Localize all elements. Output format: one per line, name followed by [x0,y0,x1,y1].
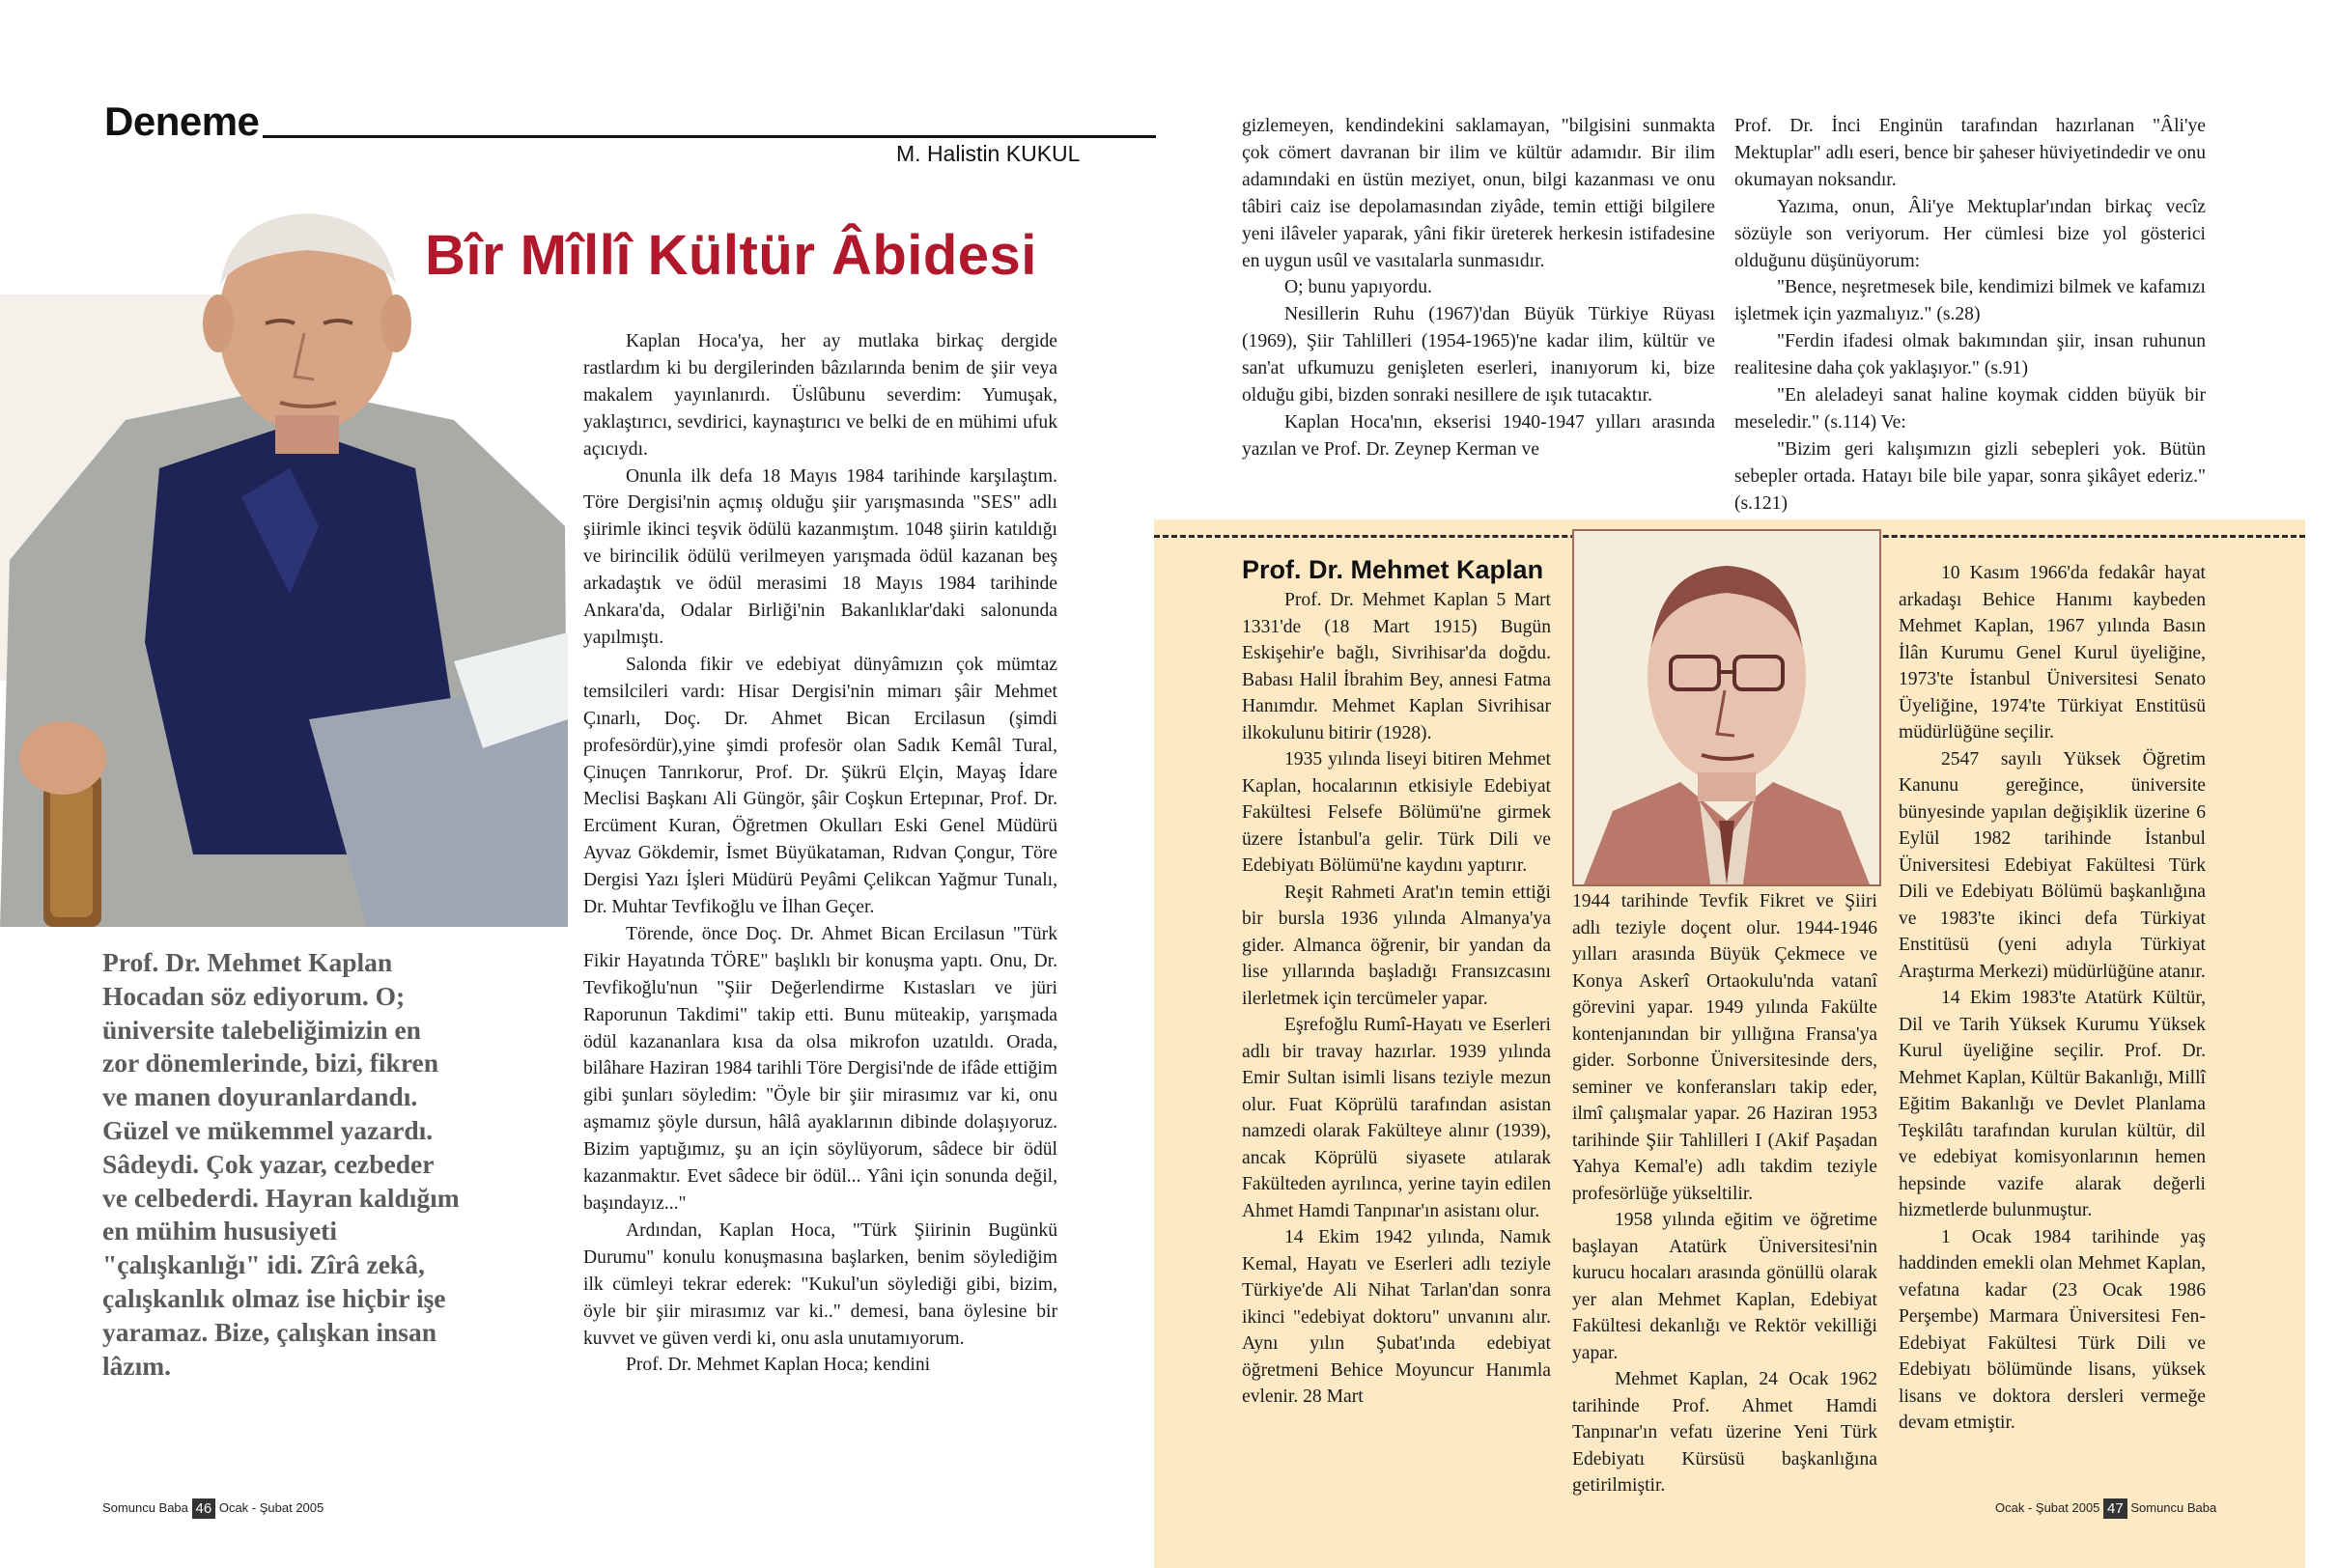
paragraph: 1 Ocak 1984 tarihinde yaş haddinden emekli olan Mehmet Kaplan, vefatına kadar (23 Ocak 1986 Perşembe) Marmara Üniversitesi Fen-Edebiyat Fakültesi Türk Dili ve Edebiyatı bölümünde lisans, yüksek lisans ve doktora dersleri vermeğe devam etmiştir. [1899,1226,2206,1433]
article-column-3 [1734,113,2206,518]
paragraph: Prof. Dr. Mehmet Kaplan 5 Mart 1331'de (18 Mart 1915) Bugün Eskişehir'e bağlı, Sivrihisar'da doğdu. Babası Halil İbrahim Bey, annesi Fatma Hanımdır. Mehmet Kaplan Sivrihisar ilkokulunu bitirir (1928). [1242,590,1551,743]
man-photo-illustration [0,179,568,927]
article-column-1 [583,328,1057,1379]
footer-magazine: Somuncu Baba [102,1499,188,1515]
paragraph: "Bence, neşretmesek bile, kendimizi bilmek ve kafamızı işletmek için yazmalıyız." (s.28) [1734,277,2206,325]
bio-column-3 [1899,560,2206,1437]
footer-left [102,1498,324,1519]
paragraph: Ardından, Kaplan Hoca, "Türk Şiirinin Bugünkü Durumu" konulu konuşmasına başlarken, benim söylediğim ilk cümleyi tekrar ederek: "Kukul'un söylediği gibi, bizim, öyle bir şiir mirasımız var ki.." demesi, bana öylesine bir kuvvet ve güven verdi ki, onu asla unutamıyorum. [583,1219,1057,1349]
page-number: 46 [192,1498,216,1519]
paragraph: Yazıma, onun, Âli'ye Mektuplar'ından birkaç vecîz sözüyle son veriyorum. Her cümlesi bize yol gösterici olduğunu düşünüyorum: [1734,196,2206,271]
author-name: M. Halistin KUKUL [896,141,1081,166]
article-column-2 [1242,113,1715,463]
paragraph: Kaplan Hoca'ya, her ay mutlaka birkaç dergide rastlardım ki bu dergilerinden bâzılarında benim de şiir veya makalem yayınlanırdı. Üslûbunu severdim: Yumuşak, yaklaştırıcı, sevdirici, kaynaştırıcı ve belki de en mühimi ufuk açıcıydı. [583,331,1057,460]
paragraph: Onunla ilk defa 18 Mayıs 1984 tarihinde karşılaştım. Töre Dergisi'nin açmış olduğu şiir yarışmasında "SES" adlı şiirimle ikinci teşvik ödülü kazanmıştım. 1048 şiirin katıldığı ve birincilik ödülü verilmeyen yarışmada ödül kazanan beş arkadaştık ve ödül merasimi 18 Mayıs 1984 tarihinde Ankara'da, Odalar Birliği'nin Bakanlıklar'daki salonunda yapılmıştı. [583,465,1057,648]
paragraph: Mehmet Kaplan, 24 Ocak 1962 tarihinde Prof. Ahmet Hamdi Tanpınar'ın vefatı üzerine Yeni Türk Edebiyatı Kürsüsü başkanlığına getirilmiştir. [1572,1369,1877,1496]
portrait-drawing [1572,529,1881,886]
footer-magazine: Somuncu Baba [2130,1499,2217,1515]
paragraph: Kaplan Hoca'nın, ekserisi 1940-1947 yılları arasında yazılan ve Prof. Dr. Zeynep Kerman ve [1242,411,1715,460]
paragraph: 1944 tarihinde Tevfik Fikret ve Şiiri adlı teziyle doçent olur. 1944-1946 yılları arasında Büyük Çekmece ve Konya Askerî Ortaokulu'nda vatanî görevini yapar. 1949 yılında Fakülte kontenjanından bir yıllığına Fransa'ya gider. Sorbonne Üniversitesinde ders, seminer ve konferansları takip eder, ilmî çalışmalar yapar. 26 Haziran 1953 tarihinde Şiir Tahlilleri I (Akif Paşadan Yahya Kemal'e) adlı takdim teziyle profesörlüğe yükseltilir. [1572,891,1877,1204]
paragraph: "Bizim geri kalışımızın gizli sebepleri yok. Bütün sebepler ortada. Hatayı bile bile yapar, sonra şikâyet ederiz." (s.121) [1734,438,2206,514]
paragraph: Törende, önce Doç. Dr. Ahmet Bican Ercilasun "Türk Fikir Hayatında TÖRE" başlıklı bir konuşma yaptı. Onu, Dr. Tevfikoğlu'nun "Şiir Değerlendirme Kıstasları ve jüri Raporunun Takdimi" takip etti. Bunu müteakip, yarışmada ödül kazananlara kısa da olsa mikrofon uzatıldı. Orada, bilâhare Haziran 1984 tarihli Töre Dergisi'nde de ifâde ettiğim gibi şunları söyledim: "Öyle bir şiir mirasımız var ki, onu aşmamız şöyle dursun, hâlâ ayaklarının dibinde dolaşıyoruz. Bizim yaptığımız, şu an için söylüyorum, sâdece bir ödül kazanmaktır. Evet sâdece bir ödül... Yâni için sonunda değil, başındayız..." [583,923,1057,1214]
author-photo [0,179,568,927]
section-label: Deneme [104,98,260,144]
paragraph: 10 Kasım 1966'da fedakâr hayat arkadaşı Behice Hanımı kaybeden Mehmet Kaplan, 1967 yılında Basın İlân Kurumu Genel Kurul üyeliğine, 1973'te İstanbul Üniversitesi Senato Üyeliğine, 1974'te Türkiyat Enstitüsü müdürlüğüne seçilir. [1899,563,2206,742]
footer-date: Ocak - Şubat 2005 [1995,1499,2100,1515]
footer-date: Ocak - Şubat 2005 [218,1499,324,1515]
pull-quote: Prof. Dr. Mehmet Kaplan Hocadan söz ediyorum. O; üniversite talebeliğimizin en zor dönemlerinde, bizi, fikren ve manen doyuranlardandı. Güzel ve mükemmel yazardı. Sâdeydi. Çok yazar, cezbeder ve celbederdi. Hayran kaldığım en mühim hususiyeti "çalışkanlığı" idi. Zîrâ zekâ, çalışkanlık olmaz ise hiçbir işe yaramaz. Bize, çalışkan insan lâzım. [102,947,460,1381]
page-number: 47 [2103,1498,2127,1519]
footer-right [1995,1498,2216,1519]
paragraph: 14 Ekim 1983'te Atatürk Kültür, Dil ve Tarih Yüksek Kurumu Yüksek Kurul üyeliğine seçilir. Prof. Dr. Mehmet Kaplan, Kültür Bakanlığı, Millî Eğitim Bakanlığı ve Devlet Planlama Teşkilâtı tarafından kurulan kültür, dil ve edebiyat komisyonlarının hemen hepsinde vazife alarak değerli hizmetlerde bulunmuştur. [1899,988,2206,1220]
paragraph: 14 Ekim 1942 yılında, Namık Kemal, Hayatı ve Eserleri adlı teziyle Türkiye'de Ali Nihat Tarlan'dan sonra ikinci "edebiyat doktoru" unvanını alır. Aynı yılın Şubat'ında edebiyat öğretmeni Behice Moyuncur Hanımla evlenir. 28 Mart [1242,1227,1551,1407]
paragraph: 1935 yılında liseyi bitiren Mehmet Kaplan, hocalarının etkisiyle Edebiyat Fakültesi Felsefe Bölümü'ne girmek üzere İstanbul'a gelir. Türk Dili ve Edebiyatı Bölümü'ne kaydını yaptırır. [1242,749,1551,876]
paragraph: "En aleladeyi sanat haline koymak cidden büyük bir meseledir." (s.114) Ve: [1734,385,2206,433]
article-title: Bîr Mîllî Kültür Âbidesi [425,224,1037,287]
paragraph: Salonda fikir ve edebiyat dünyâmızın çok mümtaz temsilcileri vardı: Hisar Dergisi'nin mimarı şâir Mehmet Çınarlı, Doç. Dr. Ahmet Bican Ercilasun (şimdi profesördür),yine şimdi profesör olan Sadık Kemâl Tural, Çinuçen Tanrıkorur, Prof. Dr. Şükrü Elçin, Mayaş İdare Meclisi Başkanı Ali Güngör, şâir Coşkun Ertepınar, Prof. Dr. Ercüment Kuran, Öğretmen Okulları Eski Genel Müdürü Ayvaz Gökdemir, İsmet Büyükataman, Rıdvan Çongur, Töre Dergisi Yazı İşleri Müdürü Peyâmi Çelikcan Yağmur Tunalı, Dr. Muhtar Tevfikoğlu ve İlhan Geçer. [583,654,1057,918]
paragraph: 2547 sayılı Yüksek Öğretim Kanunu gereğince, üniversite bünyesinde yapılan değişiklik üzerine 6 Eylül 1982 tarihinde İstanbul Üniversitesi Edebiyat Fakültesi Türk Dili ve Edebiyatı Bölümü başkanlığına ve 1983'te ikinci defa Türkiyat Enstitüsü (yeni adıyla Türkiyat Araştırma Merkezi) müdürlüğüne atanır. [1899,748,2206,982]
paragraph: Reşit Rahmeti Arat'ın temin ettiği bir bursla 1936 yılında Almanya'ya gider. Almanca öğrenir, bir yandan da lise yıllarında başladığı Fransızcasını ilerletmek için tercümeler yapar. [1242,882,1551,1009]
paragraph: Prof. Dr. Mehmet Kaplan Hoca; kendini [626,1355,931,1376]
paragraph: O; bunu yapıyordu. [1284,277,1432,298]
bio-heading: Prof. Dr. Mehmet Kaplan [1242,555,1544,584]
paragraph: Nesillerin Ruhu (1967)'dan Büyük Türkiye Rüyası (1969), Şiir Tahlilleri (1954-1965)'ne kadar ilim, kültür ve san'at ufkumuzu genişleten eserleri, inanıyorum ki, bize olduğu gibi, bizden sonraki nesillere de ışık tutacaktır. [1242,304,1715,406]
bio-column-2 [1572,888,1877,1499]
bio-column-1 [1242,587,1551,1411]
paragraph: Eşrefoğlu Rumî-Hayatı ve Eserleri adlı bir travay hazırlar. 1939 yılında Emir Sultan isimli lisans teziyle mezun olur. Fuat Köprülü tarafından asistan namzedi olarak Fakülteye alınır (1939), ancak Köprülü siyasete atılarak Fakülteden ayrılınca, yerine tayin edilen Ahmet Hamdi Tanpınar'ın asistanı olur. [1242,1015,1551,1221]
portrait-sketch-illustration [1574,531,1879,884]
paragraph: 1958 yılında eğitim ve öğretime başlayan Atatürk Üniversitesi'nin kurucu hocaları arasında gönüllü olarak yer alan Mehmet Kaplan, Edebiyat Fakültesi dekanlığı ve Rektör vekilliği yapar. [1572,1210,1877,1363]
paragraph: gizlemeyen, kendindekini saklamayan, "bilgisini sunmakta çok cömert davranan bir ilim ve kültür adamıdır. Bir ilim adamındaki en üstün meziyet, onun, bilgi kazanması ve onu tâbiri caiz ise depolamasından ziyâde, temin ettiği bilgilere yeni ilâveler yaparak, yâni fikir üreterek herkesin istifadesine en uygun usûl ve vasıtalarla sunmasıdır. [1242,116,1715,271]
paragraph: "Ferdin ifadesi olmak bakımından şiir, insan ruhunun realitesine daha çok yaklaşıyor." (s.91) [1734,331,2206,379]
paragraph: Prof. Dr. İnci Enginün tarafından hazırlanan "Âli'ye Mektuplar" adlı eseri, bence bir şaheser hüviyetindedir ve onu okumayan noksandır. [1734,116,2206,190]
section-rule [263,135,1156,138]
